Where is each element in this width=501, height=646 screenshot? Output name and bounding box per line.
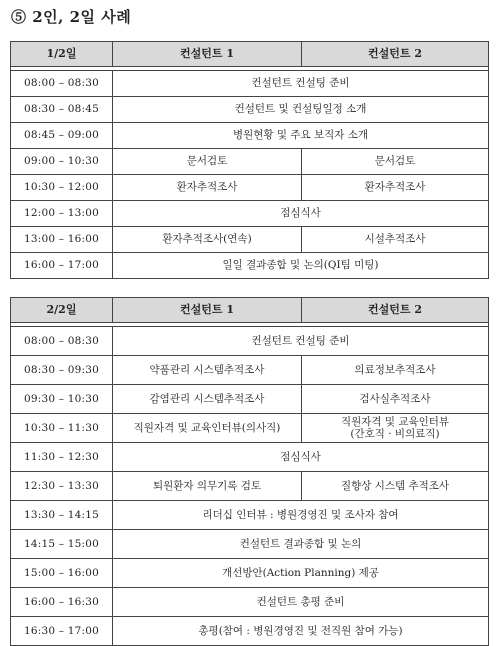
table-row [11, 97, 489, 123]
time-cell: 16:00 – 17:00 [11, 253, 113, 279]
consultant1-activity-cell: 약품관리 시스템추적조사 [113, 356, 302, 385]
table-row [11, 253, 489, 279]
time-cell: 08:30 – 09:30 [11, 356, 113, 385]
merged-activity-cell: 총평(참여 : 병원경영진 및 전직원 참여 가능) [113, 617, 489, 646]
table-row [11, 588, 489, 617]
time-cell: 09:30 – 10:30 [11, 385, 113, 414]
header-consultant2-cell: 컨설턴트 2 [302, 298, 489, 323]
time-cell: 12:00 – 13:00 [11, 201, 113, 227]
table-row [11, 71, 489, 97]
consultant1-activity-cell: 직원자격 및 교육인터뷰(의사직) [113, 414, 302, 443]
table-row [11, 617, 489, 646]
schedule-table-day1 [10, 41, 489, 279]
activity-line: 직원자격 및 교육인터뷰 [340, 415, 450, 428]
consultant2-activity-cell [302, 356, 489, 385]
merged-activity-cell: 컨설턴트 컨설팅 준비 [113, 327, 489, 356]
consultant1-activity-cell: 감염관리 시스템추적조사 [113, 385, 302, 414]
activity-line-2: (간호직 · 비의료직) [350, 428, 440, 440]
schedule-table-day2 [10, 297, 489, 646]
merged-activity-cell: 일일 결과종합 및 논의(QI팀 미팅) [113, 253, 489, 279]
merged-activity-cell: 컨설턴트 결과종합 및 논의 [113, 530, 489, 559]
time-cell: 16:30 – 17:00 [11, 617, 113, 646]
section-heading: ⑤ 2인, 2일 사례 [11, 8, 132, 26]
merged-activity-cell: 개선방안(Action Planning) 제공 [113, 559, 489, 588]
table-row [11, 149, 489, 175]
table-row [11, 356, 489, 385]
table-row [11, 472, 489, 501]
time-cell: 08:00 – 08:30 [11, 71, 113, 97]
merged-activity-cell: 컨설턴트 및 컨설팅일정 소개 [113, 97, 489, 123]
time-cell: 08:45 – 09:00 [11, 123, 113, 149]
time-cell: 08:00 – 08:30 [11, 327, 113, 356]
time-cell: 12:30 – 13:30 [11, 472, 113, 501]
table-row [11, 443, 489, 472]
merged-activity-cell: 컨설턴트 컨설팅 준비 [113, 71, 489, 97]
table-row [11, 530, 489, 559]
time-cell: 13:00 – 16:00 [11, 227, 113, 253]
table-row [11, 327, 489, 356]
consultant1-activity-cell: 퇴원환자 의무기록 검토 [113, 472, 302, 501]
table-row [11, 501, 489, 530]
consultant2-activity-cell [302, 227, 489, 253]
consultant2-activity-cell [302, 175, 489, 201]
merged-activity-cell: 점심식사 [113, 443, 489, 472]
table-row [11, 385, 489, 414]
time-cell: 15:00 – 16:00 [11, 559, 113, 588]
time-cell: 10:30 – 11:30 [11, 414, 113, 443]
table-row [11, 559, 489, 588]
header-consultant1-cell: 컨설턴트 1 [113, 298, 302, 323]
activity-line: 질향상 시스템 추적조사 [340, 479, 450, 492]
consultant2-activity-cell [302, 149, 489, 175]
consultant2-activity-cell [302, 414, 489, 443]
consultant1-activity-cell: 환자추적조사(연속) [113, 227, 302, 253]
merged-activity-cell: 리더십 인터뷰 : 병원경영진 및 조사자 참여 [113, 501, 489, 530]
time-cell: 14:15 – 15:00 [11, 530, 113, 559]
merged-activity-cell: 컨설턴트 총평 준비 [113, 588, 489, 617]
consultant1-activity-cell: 문서검토 [113, 149, 302, 175]
table-header-row [11, 298, 489, 323]
time-cell: 08:30 – 08:45 [11, 97, 113, 123]
time-cell: 10:30 – 12:00 [11, 175, 113, 201]
activity-line: 환자추적조사 [364, 181, 426, 194]
consultant1-activity-cell: 환자추적조사 [113, 175, 302, 201]
activity-line: 의료정보추적조사 [354, 363, 436, 376]
header-consultant1-cell: 컨설턴트 1 [113, 42, 302, 67]
activity-line: 시설추적조사 [364, 233, 426, 246]
header-day-cell: 1/2일 [11, 42, 113, 67]
table-row [11, 175, 489, 201]
merged-activity-cell: 병원현황 및 주요 보직자 소개 [113, 123, 489, 149]
time-cell: 16:00 – 16:30 [11, 588, 113, 617]
table-row [11, 201, 489, 227]
table-row [11, 414, 489, 443]
activity-line: 문서검토 [374, 155, 416, 168]
table-row [11, 123, 489, 149]
time-cell: 09:00 – 10:30 [11, 149, 113, 175]
time-cell: 13:30 – 14:15 [11, 501, 113, 530]
header-consultant2-cell: 컨설턴트 2 [302, 42, 489, 67]
consultant2-activity-cell [302, 385, 489, 414]
merged-activity-cell: 점심식사 [113, 201, 489, 227]
time-cell: 11:30 – 12:30 [11, 443, 113, 472]
table-row [11, 227, 489, 253]
consultant2-activity-cell [302, 472, 489, 501]
activity-line: 검사실추적조사 [359, 392, 431, 405]
header-day-cell: 2/2일 [11, 298, 113, 323]
table-header-row [11, 42, 489, 67]
